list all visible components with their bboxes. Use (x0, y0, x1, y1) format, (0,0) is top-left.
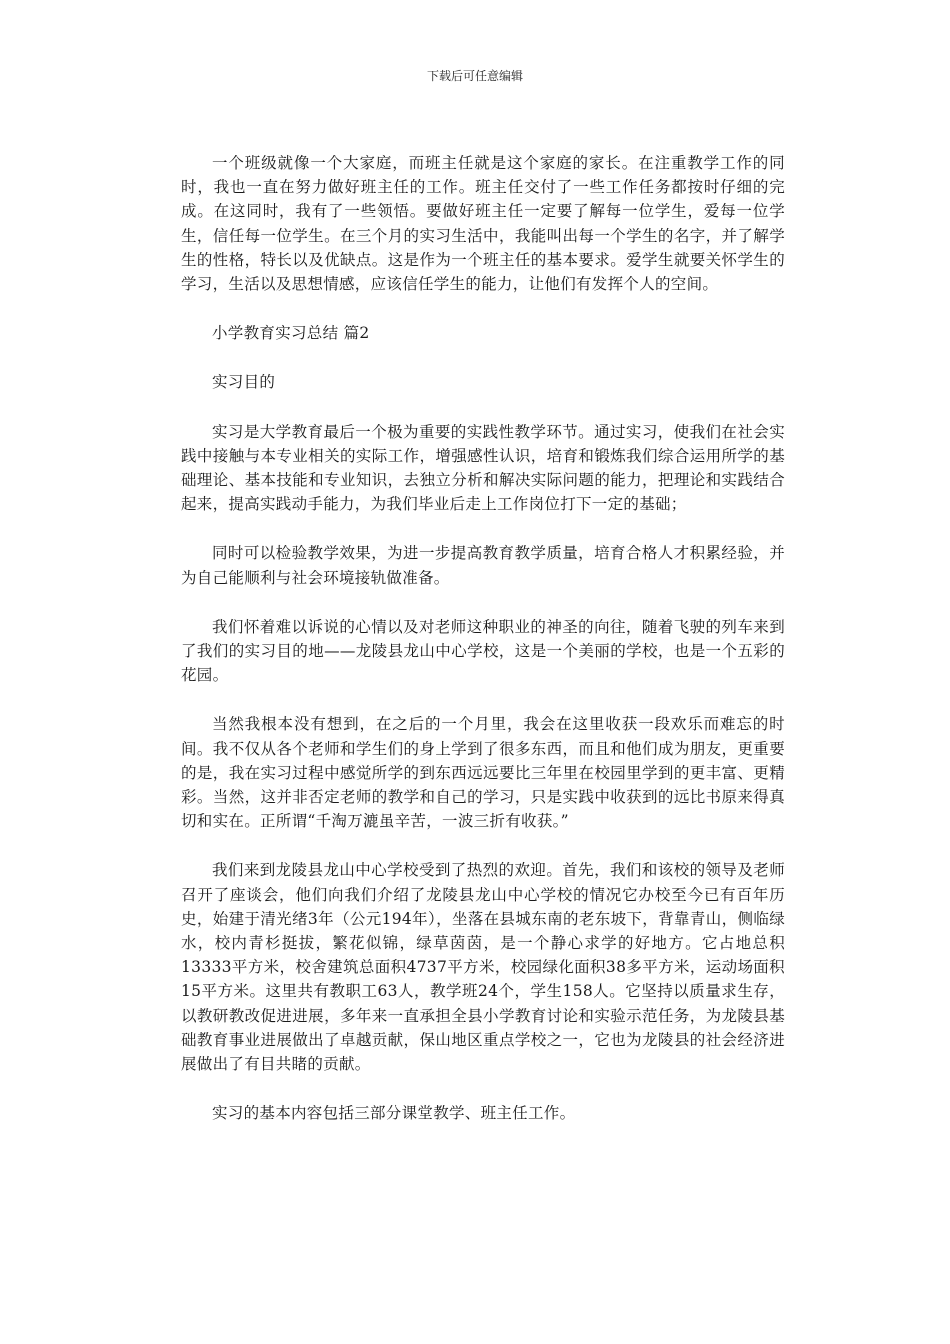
section-title-part-2: 小学教育实习总结 篇2 (212, 324, 370, 343)
page-header-note: 下载后可任意编辑 (426, 69, 523, 83)
paragraph-arrival: 我们怀着难以诉说的心情以及对老师这种职业的神圣的向往，随着飞驶的列车来到了我们的实习目的地——龙陵县龙山中心学校，这是一个美丽的学校，也是一个五彩的花园。 (181, 617, 785, 685)
document-body (181, 151, 785, 1151)
paragraph-teaching-effect: 同时可以检验教学效果，为进一步提高教育教学质量，培育合格人才积累经验，并为自己能顺利与社会环境接轨做准备。 (181, 544, 785, 587)
paragraph-internship-content: 实习的基本内容包括三部分课堂教学、班主任工作。 (212, 1104, 576, 1123)
paragraph-school-introduction: 我们来到龙陵县龙山中心学校受到了热烈的欢迎。首先，我们和该校的领导及老师召开了座谈会，他们向我们介绍了龙陵县龙山中心学校的情况它办校至今已有百年历史，始建于清光绪3年（公元194年），坐落在县城东南的老东坡下，背靠青山，侧临绿水，校内青杉挺拔，繁花似锦，绿草茵茵，是一个静心求学的好地方。它占地总积13333平方米，校舍建筑总面积4737平方米，校园绿化面积38多平方米，运动场面积15平方米。这里共有教职工63人，教学班24个，学生158人。它坚持以质量求生存，以教研教改促进进展，多年来一直承担全县小学教育讨论和实验示范任务，为龙陵县基础教育事业进展做出了卓越贡献，保山地区重点学校之一，它也为龙陵县的社会经济进展做出了有目共睹的贡献。 (181, 861, 785, 1074)
paragraph-reflection: 当然我根本没有想到，在之后的一个月里，我会在这里收获一段欢乐而难忘的时间。我不仅从各个老师和学生们的身上学到了很多东西，而且和他们成为朋友，更重要的是，我在实习过程中感觉所学的到东西远远要比三年里在校园里学到的更丰富、更精彩。当然，这并非否定老师的教学和自己的学习，只是实践中收获到的远比书原来得真切和实在。正所谓“千淘万漉虽辛苦，一波三折有收获。” (181, 715, 785, 831)
paragraph-head-teacher-work: 一个班级就像一个大家庭，而班主任就是这个家庭的家长。在注重教学工作的同时，我也一直在努力做好班主任的工作。班主任交付了一些工作任务都按时仔细的完成。在这同时，我有了一些领悟。要做好班主任一定要了解每一位学生，爱每一位学生，信任每一位学生。在三个月的实习生活中，我能叫出每一个学生的名字，并了解学生的性格，特长以及优缺点。这是作为一个班主任的基本要求。爱学生就要关怀学生的学习，生活以及思想情感，应该信任学生的能力，让他们有发挥个人的空间。 (181, 154, 785, 294)
paragraph-internship-importance: 实习是大学教育最后一个极为重要的实践性教学环节。通过实习，使我们在社会实践中接触与本专业相关的实际工作，增强感性认识，培育和锻炼我们综合运用所学的基础理论、基本技能和专业知识，去独立分析和解决实际问题的能力，把理论和实践结合起来，提高实践动手能力，为我们毕业后走上工作岗位打下一定的基础； (181, 422, 785, 514)
section-heading-internship-purpose: 实习目的 (212, 373, 276, 392)
